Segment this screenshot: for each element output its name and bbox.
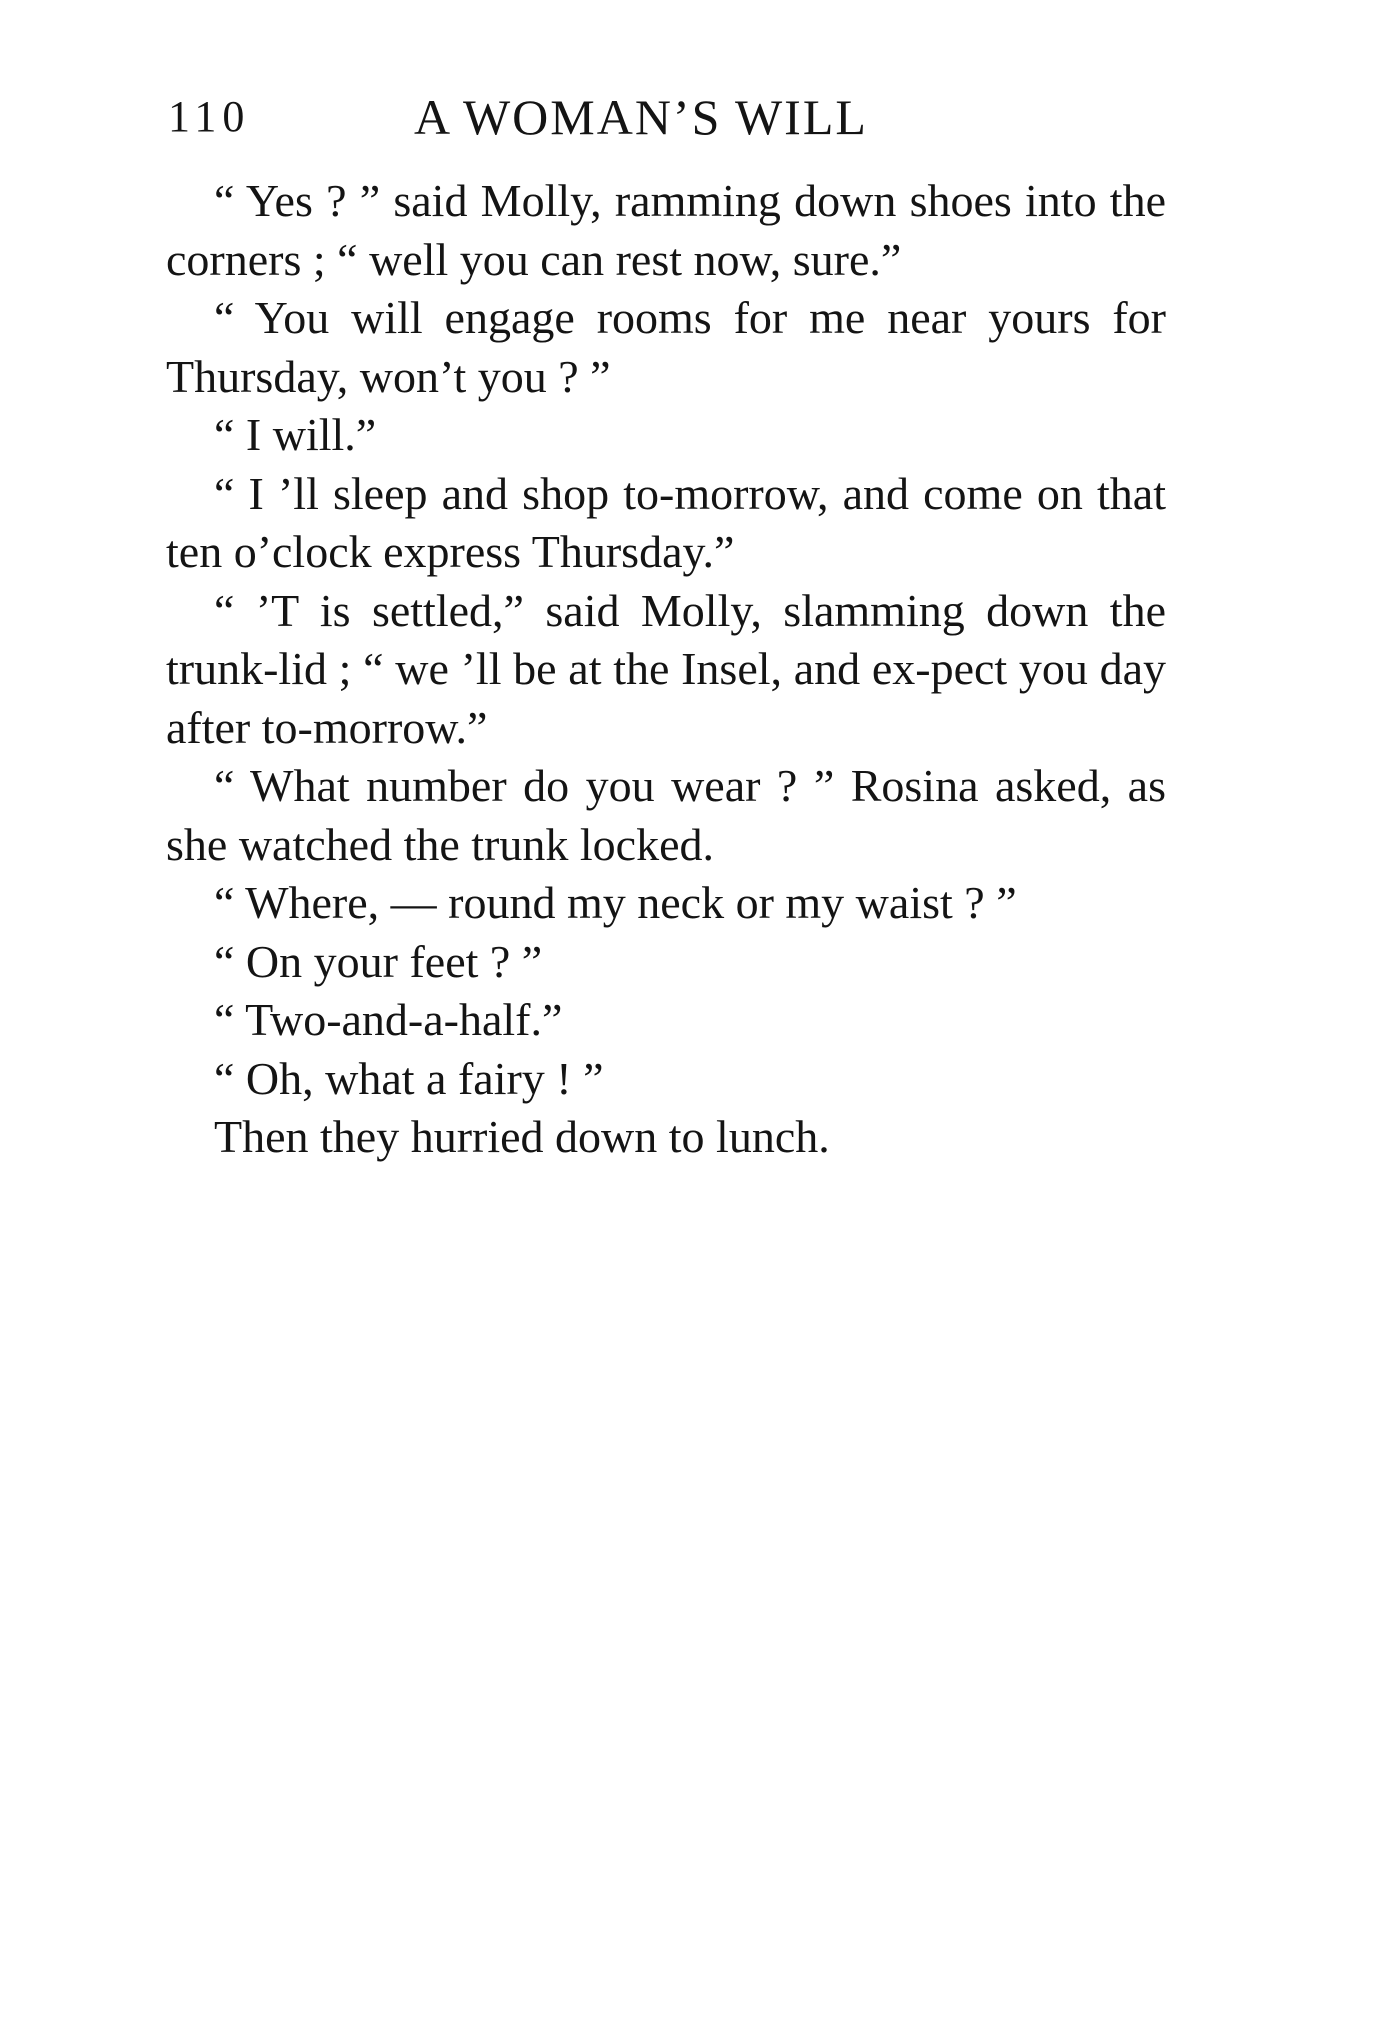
paragraph: “ Two-and-a-half.” xyxy=(214,994,563,1045)
paragraph: Then they hurried down to lunch. xyxy=(214,1111,830,1162)
page-number: 110 xyxy=(168,92,251,141)
paragraph: “ You will engage rooms for me near yours for Thursday, won’t you ? ” xyxy=(166,292,1166,402)
page-header xyxy=(168,82,1168,152)
paragraph: “ Yes ? ” said Molly, ramming down shoes into the corners ; “ well you can rest now, sure.” xyxy=(166,175,1166,285)
paragraph: “ ’T is settled,” said Molly, slamming down the trunk-lid ; “ we ’ll be at the Insel, and ex-pect you day after to-morrow.” xyxy=(166,584,1166,753)
running-title: A WOMAN’S WILL xyxy=(414,89,868,145)
body-text xyxy=(166,172,1166,1167)
paragraph: “ I ’ll sleep and shop to-morrow, and come on that ten o’clock express Thursday.” xyxy=(166,467,1166,577)
paragraph: “ Where, — round my neck or my waist ? ” xyxy=(214,877,1017,928)
paragraph: “ Oh, what a fairy ! ” xyxy=(214,1052,604,1104)
paragraph: “ What number do you wear ? ” Rosina asked, as she watched the trunk locked. xyxy=(166,760,1166,870)
paragraph: “ I will.” xyxy=(214,409,377,460)
paragraph: “ On your feet ? ” xyxy=(214,935,543,987)
